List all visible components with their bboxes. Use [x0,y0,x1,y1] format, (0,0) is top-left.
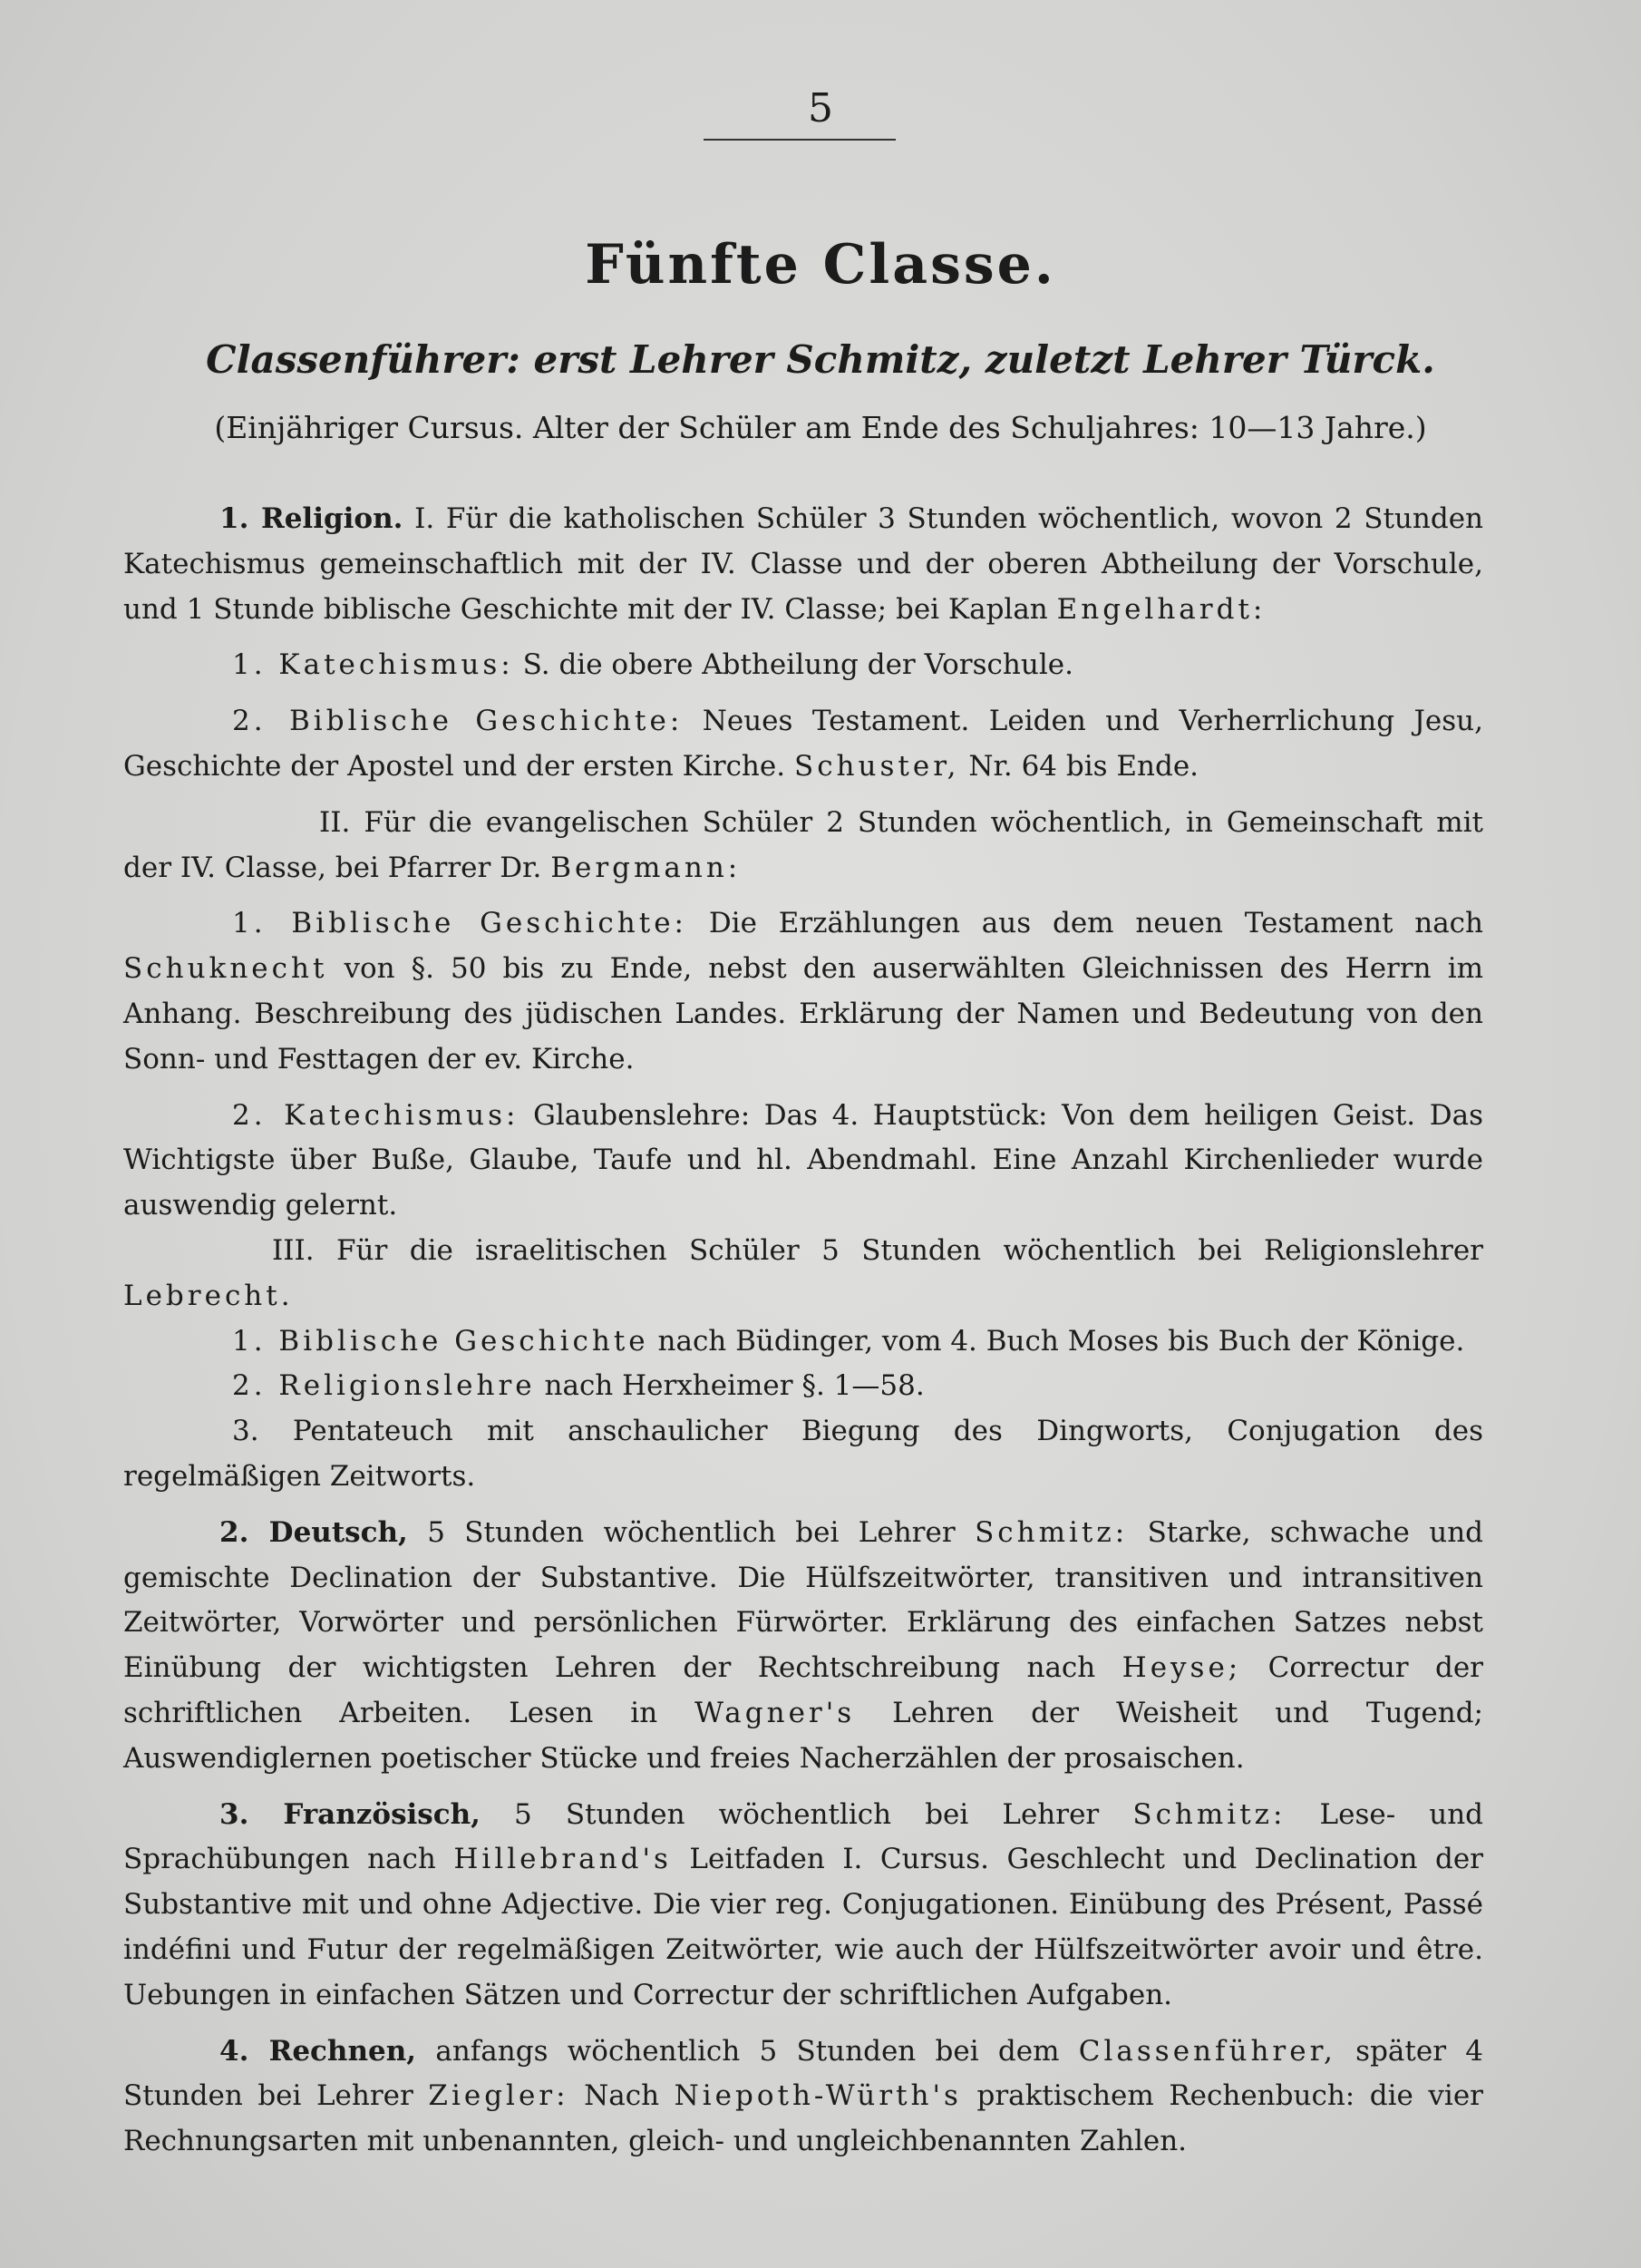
religion-catholic-item-1: 1. Katechismus: S. die obere Abtheilung der Vorschule. [232,648,1073,682]
author-name: Hillebrand's [453,1843,672,1876]
teacher-name: Ziegler: [428,2079,569,2113]
author-name: Wagner's [694,1696,856,1729]
religion-israelite-item-3: 3. Pentateuch mit anschaulicher Biegung des Dingworts, Conjugation des regelmäßigen Zeitworts. [123,1415,1483,1493]
section-rechnen: 4. Rechnen, anfangs wöchentlich 5 Stunden bei dem Classenführer, später 4 Stunden bei Lehrer Ziegler: Nach Niepoth-Würth's praktischem Rechenbuch: die vier Rechnungsarten mit unbenannten, gleich- und ungleichbenannten Zahlen. [123,2034,1484,2158]
page-title: Fünfte Classe. [585,233,1056,297]
teacher-name: Schmitz: [975,1515,1129,1549]
section-deutsch: 2. Deutsch, 5 Stunden wöchentlich bei Lehrer Schmitz: Starke, schwache und gemischte Declination der Substantive. Die Hülfszeitwörter, transitiven und intransitiven Zeitwörter, Vorwörter und persönlichen Fürwörter. Erklärung des einfachen Satzes nebst Einübung der wichtigsten Lehren der Rechtschreibung nach Heyse; Correctur der schriftlichen Arbeiten. Lesen in Wagner's Lehren der Weisheit und Tugend; Auswendiglernen poetischer Stücke und freies Nacherzählen der prosaischen. [123,1515,1484,1775]
section-heading-rechnen: 4. Rechnen, [219,2034,417,2068]
author-name: Heyse; [1122,1651,1242,1685]
author-name: Niepoth-Würth's [674,2079,962,2113]
religion-israelite-item-2: 2. Religionslehre nach Herxheimer §. 1—58. [232,1369,925,1403]
teacher-name: Schmitz: [1132,1797,1287,1831]
course-info: (Einjähriger Cursus. Alter der Schüler am Ende des Schuljahres: 10—13 Jahre.) [214,410,1427,445]
document-body [123,497,1483,2165]
religion-evangelical-item-2: 2. Katechismus: Glaubenslehre: Das 4. Hauptstück: Von dem heiligen Geist. Das Wichtigste über Buße, Glaube, Taufe und hl. Abendmahl. Eine Anzahl Kirchenlieder wurde auswendig gelernt. [123,1098,1483,1222]
section-franzoesisch: 3. Französisch, 5 Stunden wöchentlich bei Lehrer Schmitz: Lese- und Sprachübungen nach Hillebrand's Leitfaden I. Cursus. Geschlecht und Declination der Substantive mit und ohne Adjective. Die vier reg. Conjugationen. Einübung des Présent, Passé indéfini und Futur der regelmäßigen Zeitwörter, wie auch der Hülfszeitwörter avoir und être. Uebungen in einfachen Sätzen und Correctur der schriftlichen Aufgaben. [123,1797,1484,2011]
author-name: Schuster, [793,749,960,783]
author-name: Schuknecht [123,952,328,986]
teacher-name: Lebrecht. [123,1279,294,1312]
religion-evangelical-intro: II. Für die evangelischen Schüler 2 Stunden wöchentlich, in Gemeinschaft mit der IV. Classe, bei Pfarrer Dr. Bergmann: [123,805,1483,884]
section-heading-religion: 1. Religion. [219,502,403,535]
section-heading-deutsch: 2. Deutsch, [219,1515,408,1549]
class-leaders: Classenführer: erst Lehrer Schmitz, zuletzt Lehrer Türck. [206,337,1435,382]
religion-catholic-intro: 1. Religion. I. Für die katholischen Schüler 3 Stunden wöchentlich, wovon 2 Stunden Katechismus gemeinschaftlich mit der IV. Classe und der oberen Abtheilung der Vorschule, und 1 Stunde biblische Geschichte mit der IV. Classe; bei Kaplan Engelhardt: [123,502,1484,626]
section-heading-franzoesisch: 3. Französisch, [219,1797,481,1831]
teacher-name: Engelhardt: [1056,592,1267,626]
religion-israelite-item-1: 1. Biblische Geschichte nach Büdinger, vom 4. Buch Moses bis Buch der Könige. [232,1324,1465,1358]
teacher-name: Bergmann: [550,851,742,884]
religion-catholic-item-2: 2. Biblische Geschichte: Neues Testament. Leiden und Verherrlichung Jesu, Geschichte der Apostel und der ersten Kirche. Schuster, Nr. 64 bis Ende. [123,705,1483,783]
header-rule [704,139,896,141]
religion-israelite-intro: III. Für die israelitischen Schüler 5 Stunden wöchentlich bei Religionslehrer Lebrecht. [123,1233,1483,1312]
page-number: 5 [808,85,833,131]
religion-evangelical-item-1: 1. Biblische Geschichte: Die Erzählungen aus dem neuen Testament nach Schuknecht von §. 50 bis zu Ende, nebst den auserwählten Gleichnissen des Herrn im Anhang. Beschreibung des jüdischen Landes. Erklärung der Namen und Bedeutung von den Sonn- und Festtagen der ev. Kirche. [123,907,1483,1076]
